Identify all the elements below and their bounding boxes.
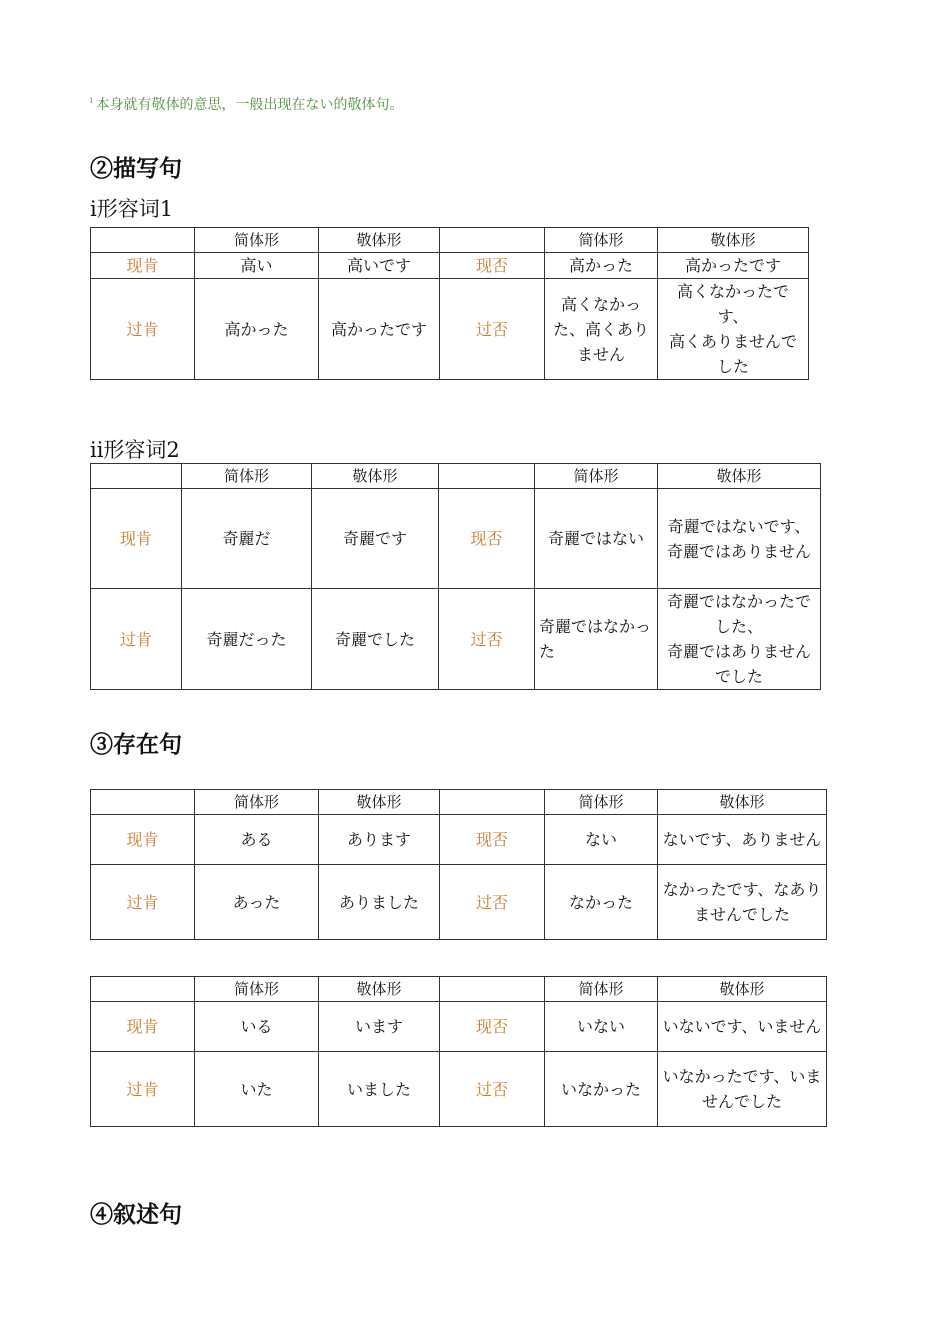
label-present-negative: 现否: [439, 489, 535, 589]
cell-plain-affirmative: 高い: [195, 253, 319, 279]
header-empty-cell: [440, 228, 545, 253]
header-empty-cell: [91, 228, 195, 253]
table-row-past: [91, 1052, 827, 1127]
cell-polite-negative: 高かったです: [658, 253, 809, 279]
cell-polite-negative: なかったです、なありませんでした: [658, 865, 827, 940]
cell-plain-affirmative: 奇麗だった: [182, 589, 312, 690]
table-existence-aru: [90, 789, 827, 940]
subheading-adjective-1: i形容词1: [90, 197, 174, 221]
table-row-present: [91, 815, 827, 865]
table-adjective-1: [90, 227, 809, 380]
label-past-negative: 过否: [440, 865, 545, 940]
section-heading-narrative: ④叙述句: [90, 1201, 182, 1228]
cell-plain-affirmative: あった: [195, 865, 319, 940]
header-plain: 简体形: [195, 790, 319, 815]
table-row-past: [91, 589, 821, 690]
cell-plain-affirmative: ある: [195, 815, 319, 865]
cell-polite-affirmative: 高いです: [319, 253, 440, 279]
header-polite: 敬体形: [658, 790, 827, 815]
table-row-past: [91, 279, 809, 380]
cell-plain-negative: いない: [545, 1002, 658, 1052]
cell-polite-affirmative: あります: [319, 815, 440, 865]
header-empty-cell: [91, 790, 195, 815]
footnote-text: 本身就有敬体的意思，一般出现在ない的敬体句。: [95, 97, 404, 113]
table-row-present: [91, 489, 821, 589]
header-plain: 简体形: [545, 228, 658, 253]
table-header-row: [91, 464, 821, 489]
header-plain: 简体形: [535, 464, 658, 489]
cell-plain-negative: 高くなかった、高くありません: [545, 279, 658, 380]
cell-plain-affirmative: いた: [195, 1052, 319, 1127]
cell-polite-affirmative: 奇麗でした: [312, 589, 439, 690]
cell-plain-affirmative: いる: [195, 1002, 319, 1052]
cell-polite-affirmative: います: [319, 1002, 440, 1052]
label-past-affirmative: 过肯: [91, 1052, 195, 1127]
label-past-negative: 过否: [440, 1052, 545, 1127]
label-present-affirmative: 现肯: [91, 489, 182, 589]
label-present-affirmative: 现肯: [91, 1002, 195, 1052]
label-present-negative: 现否: [440, 1002, 545, 1052]
section-heading-descriptive: ②描写句: [90, 155, 182, 182]
label-past-negative: 过否: [440, 279, 545, 380]
cell-polite-negative: いないです、いません: [658, 1002, 827, 1052]
header-plain: 简体形: [195, 977, 319, 1002]
cell-polite-negative: 奇麗ではないです、 奇麗ではありません: [658, 489, 821, 589]
table-header-row: [91, 790, 827, 815]
cell-plain-affirmative: 奇麗だ: [182, 489, 312, 589]
label-present-affirmative: 现肯: [91, 253, 195, 279]
cell-plain-negative: なかった: [545, 865, 658, 940]
label-present-negative: 现否: [440, 253, 545, 279]
label-present-affirmative: 现肯: [91, 815, 195, 865]
header-polite: 敬体形: [658, 228, 809, 253]
subheading-adjective-2: ii形容词2: [90, 438, 180, 462]
table-row-past: [91, 865, 827, 940]
table-existence-iru: [90, 976, 827, 1127]
cell-polite-negative: いなかったです、いませんでした: [658, 1052, 827, 1127]
footnote: [90, 94, 404, 114]
header-polite: 敬体形: [658, 977, 827, 1002]
header-empty-cell: [440, 790, 545, 815]
header-empty-cell: [91, 464, 182, 489]
cell-plain-negative: ない: [545, 815, 658, 865]
header-polite: 敬体形: [658, 464, 821, 489]
footnote-marker: i: [90, 96, 93, 106]
header-empty-cell: [91, 977, 195, 1002]
header-plain: 简体形: [195, 228, 319, 253]
cell-plain-negative: 奇麗ではなかった: [535, 589, 658, 690]
header-plain: 简体形: [182, 464, 312, 489]
cell-plain-negative: 奇麗ではない: [535, 489, 658, 589]
cell-polite-affirmative: いました: [319, 1052, 440, 1127]
label-past-affirmative: 过肯: [91, 279, 195, 380]
cell-polite-affirmative: ありました: [319, 865, 440, 940]
table-header-row: [91, 228, 809, 253]
header-polite: 敬体形: [319, 790, 440, 815]
header-empty-cell: [439, 464, 535, 489]
cell-plain-negative: 高かった: [545, 253, 658, 279]
cell-plain-affirmative: 高かった: [195, 279, 319, 380]
header-plain: 简体形: [545, 790, 658, 815]
header-empty-cell: [440, 977, 545, 1002]
cell-polite-negative: 奇麗ではなかったでした、 奇麗ではありませんでした: [658, 589, 821, 690]
label-past-affirmative: 过肯: [91, 589, 182, 690]
cell-polite-affirmative: 高かったです: [319, 279, 440, 380]
label-present-negative: 现否: [440, 815, 545, 865]
cell-plain-negative: いなかった: [545, 1052, 658, 1127]
label-past-affirmative: 过肯: [91, 865, 195, 940]
section-heading-existence: ③存在句: [90, 731, 182, 758]
header-polite: 敬体形: [319, 228, 440, 253]
header-polite: 敬体形: [312, 464, 439, 489]
table-adjective-2: [90, 463, 821, 690]
table-header-row: [91, 977, 827, 1002]
label-past-negative: 过否: [439, 589, 535, 690]
header-polite: 敬体形: [319, 977, 440, 1002]
table-row-present: [91, 1002, 827, 1052]
table-row-present: [91, 253, 809, 279]
cell-polite-negative: 高くなかったです、 高くありませんでした: [658, 279, 809, 380]
cell-polite-negative: ないです、ありません: [658, 815, 827, 865]
header-plain: 简体形: [545, 977, 658, 1002]
cell-polite-affirmative: 奇麗です: [312, 489, 439, 589]
